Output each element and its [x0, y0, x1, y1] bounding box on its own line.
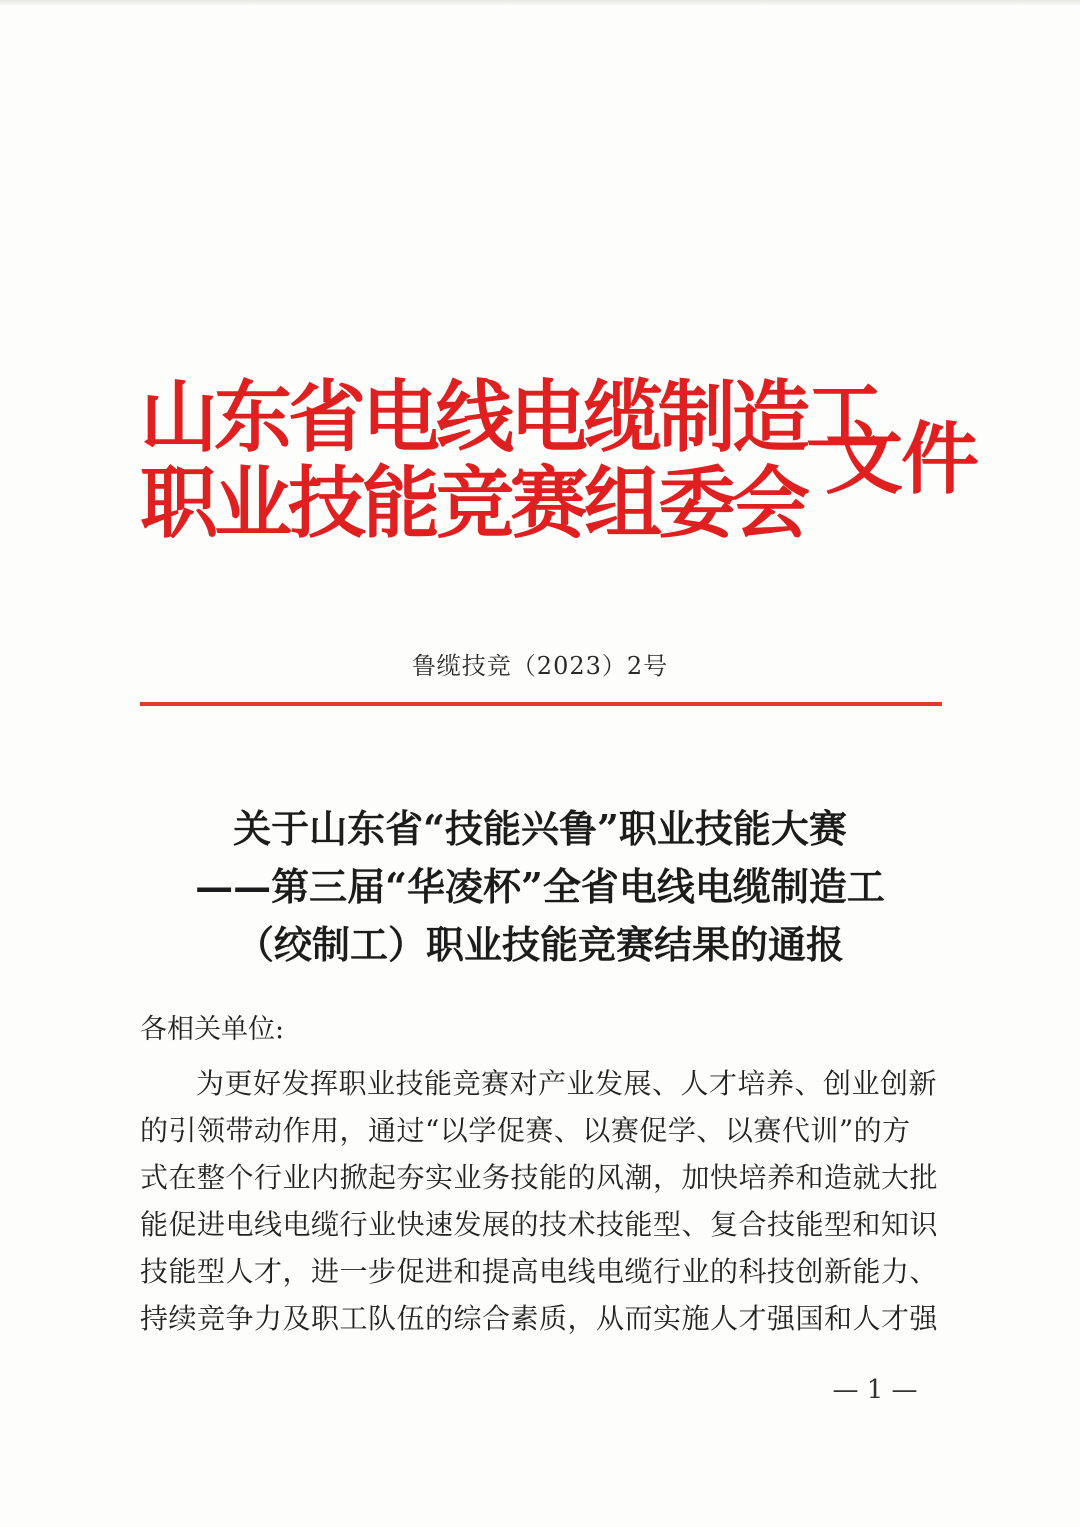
document-number: 鲁缆技竞（2023）2号 [411, 652, 669, 680]
document-title [120, 800, 960, 974]
body-line-1: 为更好发挥职业技能竞赛对产业发展、人才培养、创业创新 [196, 1067, 938, 1100]
title-line-2: ——第三届“华凌杯”全省电线电缆制造工 [195, 864, 885, 909]
issuer-line-1: 山东省电线电缆制造工 [140, 372, 881, 463]
salutation: 各相关单位: [140, 1014, 285, 1045]
issuer-name [140, 372, 881, 549]
body-line-2: 的引领带动作用，通过“以学促赛、以赛促学、以赛代训”的方 [140, 1114, 911, 1147]
body-line-5: 技能型人才，进一步促进和提高电线电缆行业的科技创新能力、 [140, 1255, 939, 1288]
body-line-6: 持续竞争力及职工队伍的综合素质，从而实施人才强国和人才强 [140, 1302, 939, 1335]
red-divider-line [140, 702, 942, 706]
title-line-1: 关于山东省“技能兴鲁”职业技能大赛 [233, 806, 847, 851]
title-line-3: （绞制工）职业技能竞赛结果的通报 [235, 922, 844, 967]
body-paragraph [140, 1060, 940, 1342]
body-line-3: 式在整个行业内掀起夯实业务技能的风潮，加快培养和造就大批 [140, 1161, 939, 1194]
red-letterhead [140, 372, 978, 565]
issuer-line-2: 职业技能竞赛组委会 [140, 458, 807, 549]
scan-edge [0, 0, 1080, 6]
body-line-4: 能促进电线电缆行业快速发展的技术技能型、复合技能型和知识 [140, 1208, 939, 1241]
page-number: — 1 — [832, 1375, 918, 1405]
document-type-label: 文件 [825, 414, 978, 505]
